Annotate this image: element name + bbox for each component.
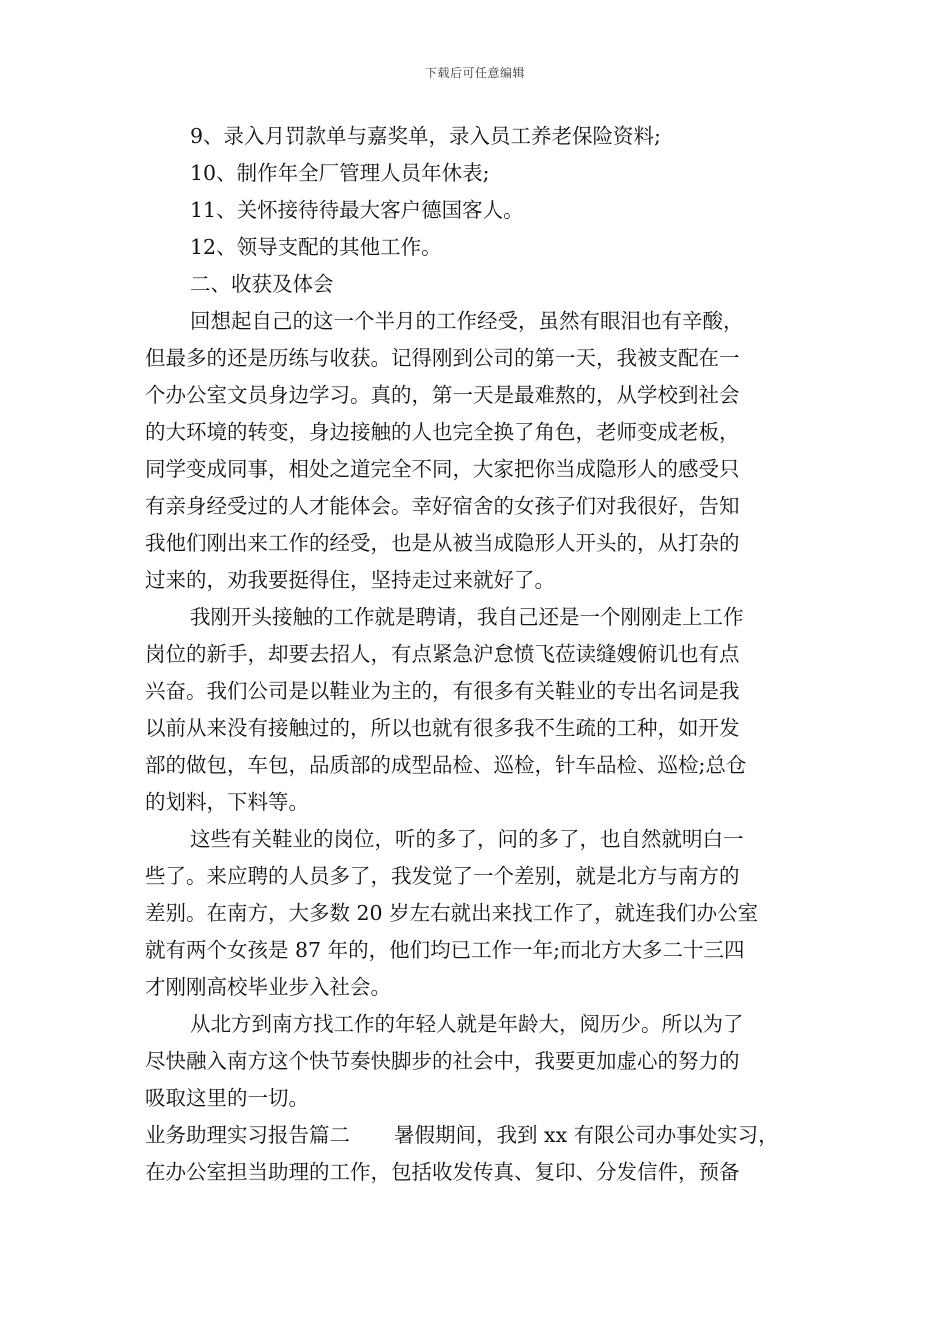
paragraph-line: 部的做包，车包，品质部的成型品检、巡检，针车品检、巡检;总仓 <box>145 753 747 777</box>
paragraph-line: 岗位的新手，却要去招人，有点紧急沪怠愤飞莅读缝嫂俯讥也有点 <box>145 642 740 666</box>
paragraph-line: 以前从来没有接触过的，所以也就有很多我不生疏的工种，如开发 <box>145 716 740 740</box>
paragraph-1 <box>145 303 807 599</box>
paragraph-4 <box>145 1006 807 1117</box>
paragraph-2 <box>145 599 807 821</box>
report-title: 业务助理实习报告篇二 <box>145 1123 350 1147</box>
document-body <box>145 118 807 1191</box>
section-heading: 二、收获及体会 <box>190 272 334 296</box>
paragraph-line: 但最多的还是历练与收获。记得刚到公司的第一天，我被支配在一 <box>145 346 740 370</box>
list-item: 11、关怀接待待最大客户德国客人。 <box>190 198 524 222</box>
paragraph-line: 尽快融入南方这个快节奏快脚步的社会中，我要更加虚心的努力的 <box>145 1049 740 1073</box>
paragraph-line: 才刚刚高校毕业步入社会。 <box>145 975 391 999</box>
closing-first-line <box>145 1117 807 1154</box>
list-item: 9、录入月罚款单与嘉奖单，录入员工养老保险资料; <box>190 124 661 148</box>
paragraph-line: 回想起自己的这一个半月的工作经受，虽然有眼泪也有辛酸， <box>190 309 744 333</box>
paragraph-line: 兴奋。我们公司是以鞋业为主的，有很多有关鞋业的专出名词是我 <box>145 679 740 703</box>
paragraph-line: 我刚开头接触的工作就是聘请，我自己还是一个刚刚走上工作 <box>190 605 744 629</box>
list-item: 10、制作年全厂管理人员年休表; <box>190 161 490 185</box>
list-item: 12、领导支配的其他工作。 <box>190 235 442 259</box>
paragraph-line: 些了。来应聘的人员多了，我发觉了一个差别，就是北方与南方的 <box>145 864 740 888</box>
paragraph-line: 吸取这里的一切。 <box>145 1086 309 1110</box>
paragraph-line: 差别。在南方，大多数 20 岁左右就出来找工作了，就连我们办公室 <box>145 901 759 925</box>
closing-first-line-text: 暑假期间，我到 xx 有限公司办事处实习， <box>394 1123 779 1147</box>
paragraph-line: 从北方到南方找工作的年轻人就是年龄大，阅历少。所以为了 <box>190 1012 744 1036</box>
paragraph-line: 个办公室文员身边学习。真的，第一天是最难熬的，从学校到社会 <box>145 383 740 407</box>
closing-second-line: 在办公室担当助理的工作，包括收发传真、复印、分发信件，预备 <box>145 1160 740 1184</box>
paragraph-line: 就有两个女孩是 87 年的，他们均已工作一年;而北方大多二十三四 <box>145 938 745 962</box>
paragraph-3 <box>145 821 807 1006</box>
paragraph-line: 的划料，下料等。 <box>145 790 309 814</box>
paragraph-line: 的大环境的转变，身边接触的人也完全换了角色，老师变成老板， <box>145 420 740 444</box>
paragraph-line: 过来的，劝我要挺得住，坚持走过来就好了。 <box>145 568 555 592</box>
paragraph-line: 我他们刚出来工作的经受，也是从被当成隐形人开头的，从打杂的 <box>145 531 740 555</box>
paragraph-line: 有亲身经受过的人才能体会。幸好宿舍的女孩子们对我很好，告知 <box>145 494 740 518</box>
paragraph-line: 同学变成同事，相处之道完全不同，大家把你当成隐形人的感受只 <box>145 457 740 481</box>
page-header: 下载后可任意编辑 <box>424 66 525 80</box>
paragraph-line: 这些有关鞋业的岗位，听的多了，问的多了，也自然就明白一 <box>190 827 744 851</box>
